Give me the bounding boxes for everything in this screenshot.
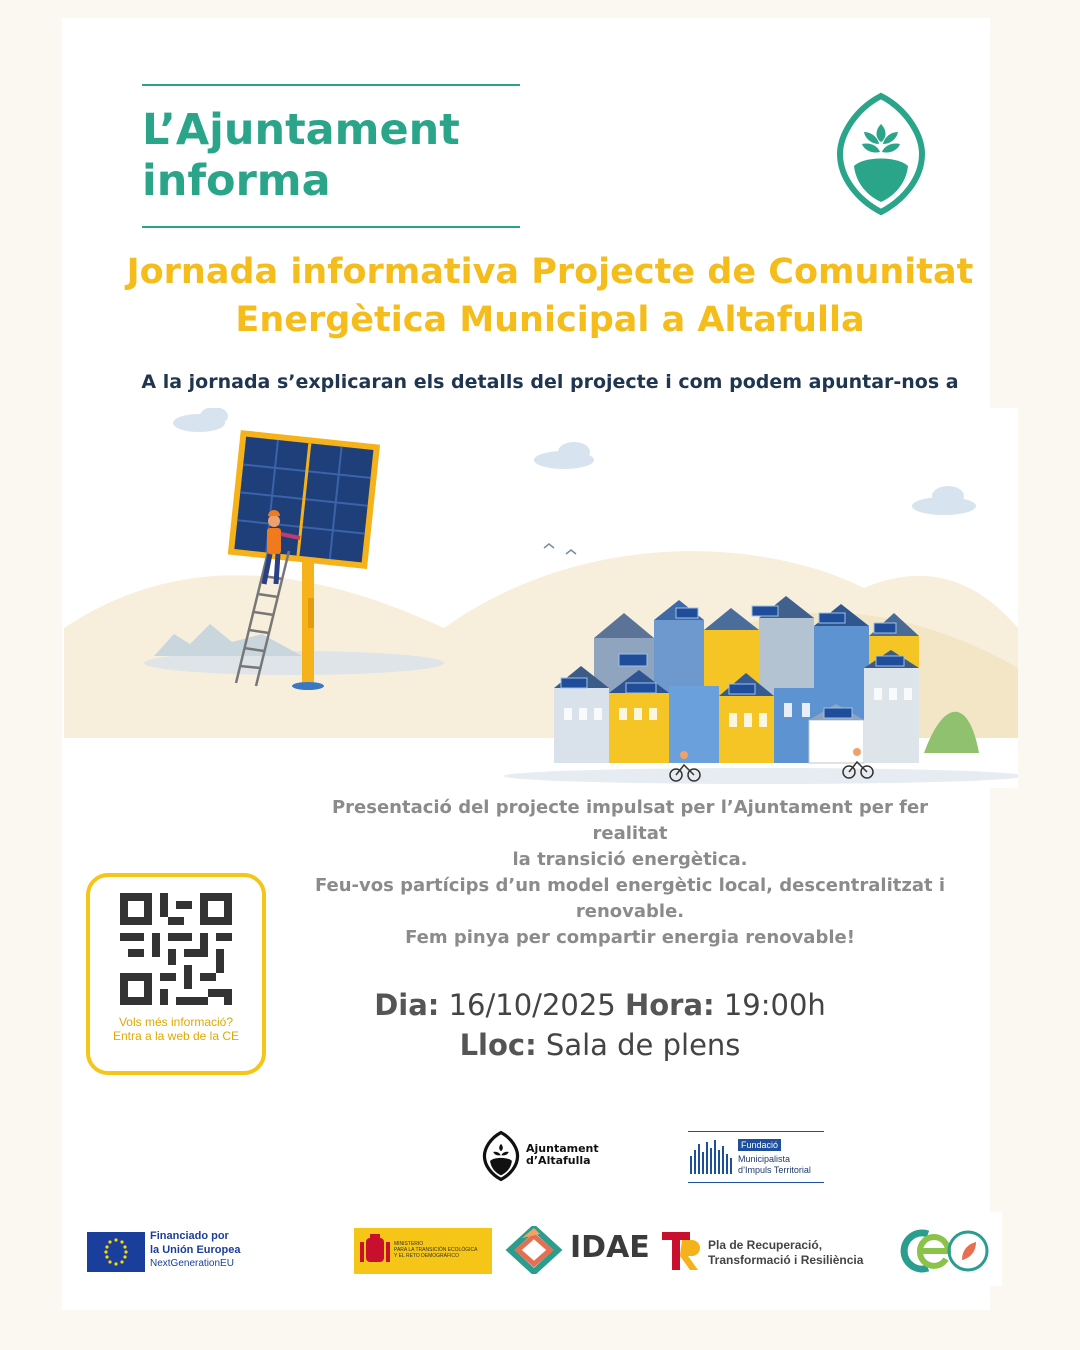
idae-mark-icon: [502, 1226, 566, 1274]
altafulla-emblem-icon: [482, 1130, 520, 1182]
event-date-time: [280, 985, 920, 1025]
eu-flag-icon: [87, 1232, 145, 1272]
header-rule-bottom: [142, 226, 520, 228]
idae-logo-text: IDAE: [570, 1230, 650, 1265]
qr-caption: [90, 1015, 262, 1043]
community-energy-logo-icon: [898, 1224, 990, 1278]
qr-code-card[interactable]: [86, 873, 266, 1075]
ministerio-logo: [354, 1228, 492, 1274]
pla-line-2: Transformació i Resiliència: [708, 1253, 864, 1267]
place-value: Sala de plens: [545, 1028, 741, 1062]
description-line-2: realitat: [592, 823, 668, 844]
spain-coat-of-arms-icon: [360, 1234, 390, 1268]
title-line-1: Jornada informativa Projecte de Comunitat: [126, 252, 974, 292]
qr-code-icon[interactable]: [120, 893, 232, 1005]
ajuntament-emblem-icon: [834, 92, 928, 216]
eu-line-3: NextGenerationEU: [150, 1258, 234, 1269]
recovery-plan-text: [708, 1238, 863, 1268]
fundacio-line-1: Municipalista: [738, 1154, 791, 1164]
header-rule-top: [142, 84, 520, 86]
eu-line-1: Financiado por: [150, 1230, 229, 1242]
event-title: [80, 248, 1020, 344]
fundacio-tag: Fundació: [738, 1139, 781, 1151]
pla-line-1: Pla de Recuperació,: [708, 1238, 823, 1252]
time-value: 19:00h: [723, 988, 826, 1022]
description-line-1: Presentació del projecte impulsat per l’Ajuntament per fer: [331, 797, 929, 818]
fundacio-line-2: d’Impuls Territorial: [738, 1165, 811, 1175]
brand-heading: [142, 105, 460, 207]
subtitle-line-1: A la jornada s’explicaran els detalls del projecte i com podem apuntar-nos a: [141, 371, 959, 393]
title-line-2: Energètica Municipal a Altafulla: [235, 300, 865, 340]
ministerio-line-2: PARA LA TRANSICIÓN ECOLÓGICA: [394, 1247, 478, 1253]
ajuntament-logo-line-1: Ajuntament: [526, 1142, 599, 1155]
ministerio-line-3: Y EL RETO DEMOGRÁFICO: [394, 1253, 459, 1259]
event-place: [280, 1025, 920, 1065]
qr-caption-line-1: Vols més informació?: [118, 1015, 234, 1029]
day-label: Dia:: [374, 988, 440, 1022]
recovery-plan-icon: [660, 1230, 704, 1272]
project-description: [280, 795, 980, 951]
fundacio-bars-icon: [690, 1138, 734, 1176]
brand-line-2: informa: [142, 156, 331, 206]
place-label: Lloc:: [459, 1028, 537, 1062]
ajuntament-altafulla-logo: [482, 1128, 612, 1184]
solar-town-illustration: [64, 408, 1018, 788]
funding-footer: [76, 1212, 1002, 1286]
ministerio-line-1: MINISTERIO: [394, 1241, 424, 1247]
eu-funding-text: [150, 1229, 240, 1271]
description-line-6: Fem pinya per compartir energia renovable!: [405, 927, 855, 948]
brand-line-1: L’Ajuntament: [142, 105, 460, 155]
eu-line-2: la Unión Europea: [150, 1244, 241, 1256]
ajuntament-logo-line-2: d’Altafulla: [526, 1154, 591, 1167]
description-line-4: Feu-vos partícips d’un model energètic local, descentralitzat i: [314, 875, 946, 896]
qr-caption-line-2: Entra a la web de la CE: [112, 1029, 240, 1043]
fundacio-logo: [688, 1131, 824, 1183]
description-line-5: renovable.: [575, 901, 685, 922]
time-label: Hora:: [624, 988, 715, 1022]
description-line-3: la transició energètica.: [512, 849, 748, 870]
day-value: 16/10/2025: [448, 988, 616, 1022]
event-details: [280, 985, 920, 1065]
